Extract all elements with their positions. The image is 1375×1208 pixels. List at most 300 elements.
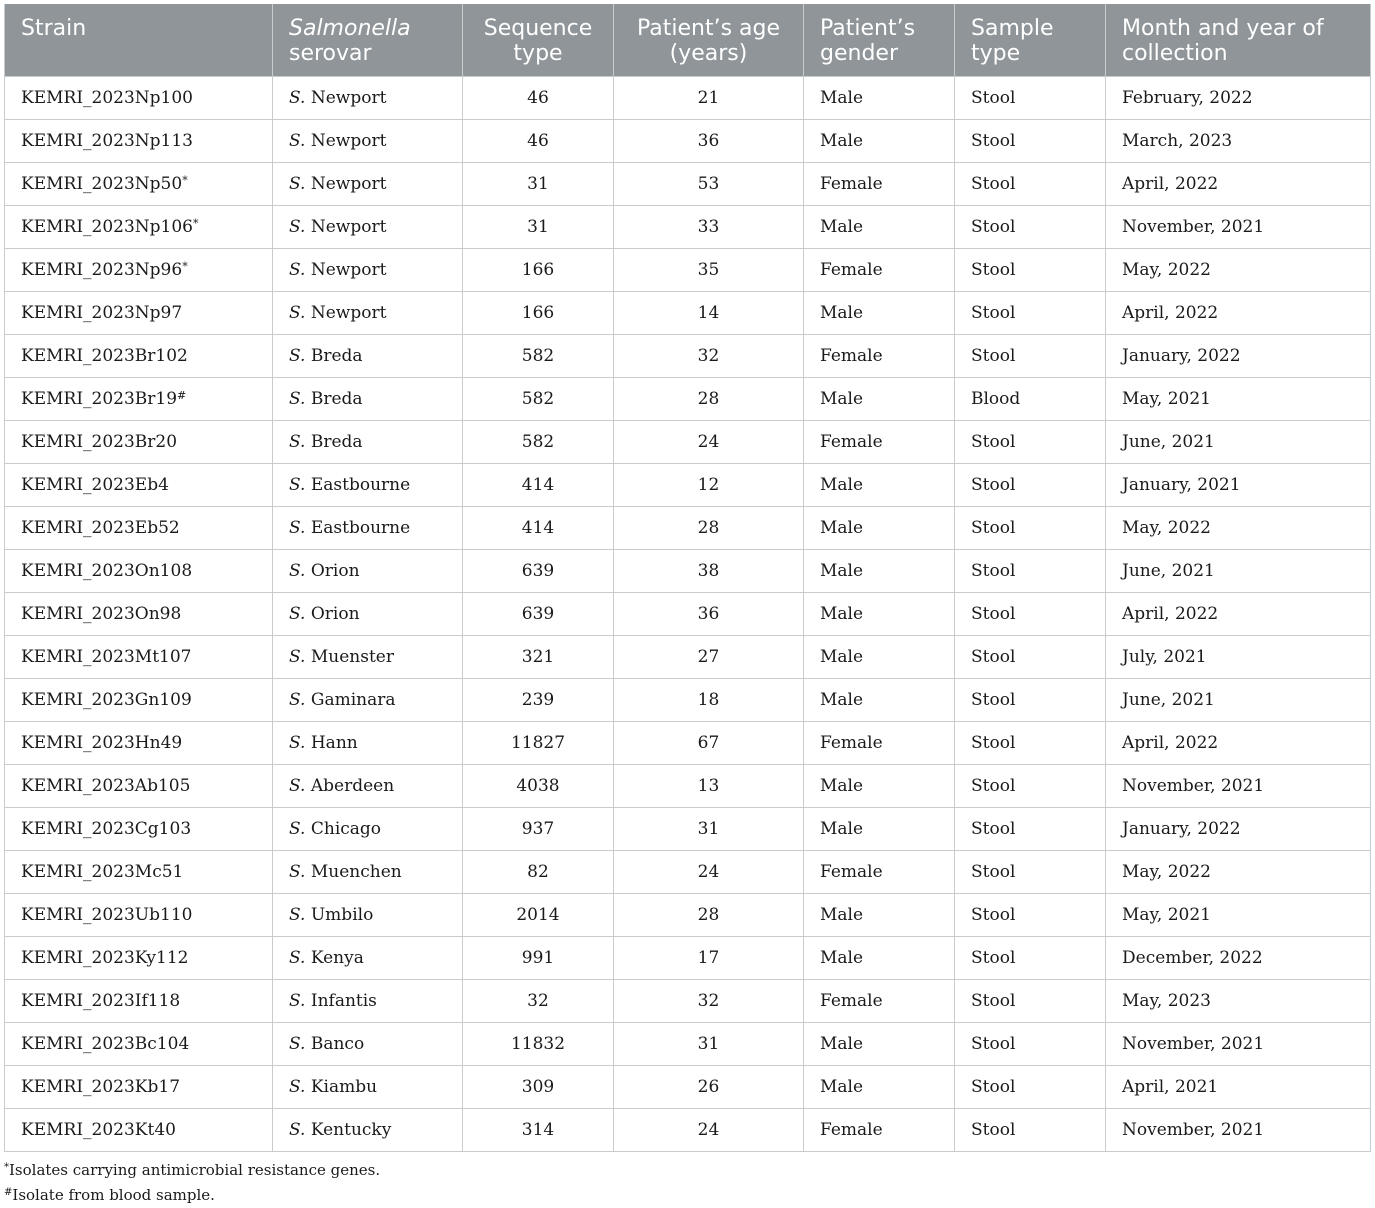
cell-patient-age: 24	[614, 1109, 804, 1152]
table-row	[5, 765, 1371, 808]
cell-patient-age: 31	[614, 1023, 804, 1066]
cell-patient-age: 27	[614, 636, 804, 679]
cell-strain	[5, 636, 273, 679]
cell-collection-date: January, 2022	[1106, 335, 1371, 378]
serovar-name: Breda	[310, 346, 363, 366]
cell-strain	[5, 722, 273, 765]
cell-sequence-type: 46	[463, 77, 614, 120]
cell-patient-gender: Male	[804, 1066, 955, 1109]
cell-sample-type: Stool	[955, 937, 1106, 980]
cell-patient-age: 67	[614, 722, 804, 765]
cell-patient-age: 14	[614, 292, 804, 335]
serovar-genus-abbrev: S.	[289, 862, 306, 882]
header-sequence-type: Sequence type	[463, 4, 614, 77]
strain-name: KEMRI_2023Eb52	[21, 518, 180, 538]
cell-patient-age: 28	[614, 507, 804, 550]
table-row	[5, 636, 1371, 679]
cell-sample-type: Stool	[955, 1109, 1106, 1152]
serovar-genus-abbrev: S.	[289, 819, 306, 839]
cell-strain	[5, 421, 273, 464]
cell-patient-gender: Male	[804, 765, 955, 808]
serovar-genus-abbrev: S.	[289, 604, 306, 624]
cell-sequence-type: 239	[463, 679, 614, 722]
cell-patient-gender: Female	[804, 980, 955, 1023]
cell-patient-gender: Male	[804, 679, 955, 722]
serovar-name: Eastbourne	[310, 518, 411, 538]
serovar-name: Muenster	[310, 647, 394, 667]
cell-serovar	[273, 679, 463, 722]
cell-sequence-type: 32	[463, 980, 614, 1023]
cell-collection-date: November, 2021	[1106, 765, 1371, 808]
cell-sample-type: Stool	[955, 507, 1106, 550]
cell-patient-gender: Female	[804, 163, 955, 206]
cell-patient-gender: Male	[804, 206, 955, 249]
cell-patient-age: 13	[614, 765, 804, 808]
cell-collection-date: April, 2022	[1106, 722, 1371, 765]
footnote-symbol: *	[4, 1162, 9, 1173]
cell-sample-type: Stool	[955, 894, 1106, 937]
cell-strain	[5, 378, 273, 421]
cell-sample-type: Stool	[955, 550, 1106, 593]
table-row	[5, 292, 1371, 335]
serovar-genus-abbrev: S.	[289, 1034, 306, 1054]
serovar-name: Infantis	[310, 991, 377, 1011]
cell-sequence-type: 582	[463, 421, 614, 464]
serovar-genus-abbrev: S.	[289, 346, 306, 366]
cell-patient-gender: Male	[804, 464, 955, 507]
cell-patient-age: 28	[614, 894, 804, 937]
cell-collection-date: May, 2023	[1106, 980, 1371, 1023]
cell-collection-date: May, 2021	[1106, 894, 1371, 937]
serovar-genus-abbrev: S.	[289, 432, 306, 452]
cell-sequence-type: 582	[463, 378, 614, 421]
strain-name: KEMRI_2023On98	[21, 604, 182, 624]
strain-name: KEMRI_2023Eb4	[21, 475, 169, 495]
table-row	[5, 593, 1371, 636]
cell-serovar	[273, 593, 463, 636]
header-serovar-genus: Salmonella	[289, 16, 411, 41]
cell-patient-gender: Male	[804, 593, 955, 636]
cell-strain	[5, 249, 273, 292]
header-row	[5, 4, 1371, 77]
table-row	[5, 1066, 1371, 1109]
strain-footnote-mark: *	[182, 260, 188, 273]
header-patient-gender: Patient’s gender	[804, 4, 955, 77]
strain-name: KEMRI_2023Ab105	[21, 776, 191, 796]
cell-sample-type: Stool	[955, 1066, 1106, 1109]
cell-patient-age: 53	[614, 163, 804, 206]
cell-sequence-type: 31	[463, 206, 614, 249]
cell-strain	[5, 120, 273, 163]
cell-strain	[5, 808, 273, 851]
header-serovar	[273, 4, 463, 77]
serovar-genus-abbrev: S.	[289, 174, 306, 194]
serovar-name: Gaminara	[310, 690, 396, 710]
cell-patient-gender: Female	[804, 335, 955, 378]
cell-sequence-type: 582	[463, 335, 614, 378]
cell-sample-type: Stool	[955, 980, 1106, 1023]
cell-strain	[5, 335, 273, 378]
strain-name: KEMRI_2023Kb17	[21, 1077, 181, 1097]
serovar-genus-abbrev: S.	[289, 905, 306, 925]
cell-collection-date: April, 2022	[1106, 163, 1371, 206]
cell-sample-type: Stool	[955, 421, 1106, 464]
cell-patient-age: 36	[614, 593, 804, 636]
serovar-genus-abbrev: S.	[289, 776, 306, 796]
strain-name: KEMRI_2023Np100	[21, 88, 194, 108]
serovar-name: Kenya	[310, 948, 364, 968]
cell-serovar	[273, 378, 463, 421]
cell-sample-type: Stool	[955, 851, 1106, 894]
serovar-genus-abbrev: S.	[289, 217, 306, 237]
cell-patient-age: 36	[614, 120, 804, 163]
strain-name: KEMRI_2023If118	[21, 991, 181, 1011]
cell-sample-type: Stool	[955, 464, 1106, 507]
cell-sample-type: Stool	[955, 808, 1106, 851]
cell-collection-date: June, 2021	[1106, 550, 1371, 593]
table-row	[5, 249, 1371, 292]
cell-sample-type: Stool	[955, 249, 1106, 292]
footnotes	[4, 1158, 380, 1208]
serovar-genus-abbrev: S.	[289, 1077, 306, 1097]
serovar-name: Newport	[310, 131, 387, 151]
strain-name: KEMRI_2023Np106	[21, 217, 194, 237]
cell-sequence-type: 166	[463, 249, 614, 292]
cell-collection-date: April, 2022	[1106, 593, 1371, 636]
cell-collection-date: April, 2022	[1106, 292, 1371, 335]
cell-serovar	[273, 636, 463, 679]
serovar-name: Newport	[310, 260, 387, 280]
strain-name: KEMRI_2023Np50	[21, 174, 183, 194]
cell-collection-date: May, 2022	[1106, 851, 1371, 894]
serovar-genus-abbrev: S.	[289, 948, 306, 968]
strain-name: KEMRI_2023Cg103	[21, 819, 192, 839]
cell-serovar	[273, 206, 463, 249]
serovar-genus-abbrev: S.	[289, 389, 306, 409]
serovar-name: Newport	[310, 303, 387, 323]
cell-patient-age: 24	[614, 851, 804, 894]
strain-name: KEMRI_2023Mt107	[21, 647, 192, 667]
cell-sequence-type: 46	[463, 120, 614, 163]
cell-collection-date: May, 2021	[1106, 378, 1371, 421]
cell-serovar	[273, 937, 463, 980]
table-row	[5, 808, 1371, 851]
strain-name: KEMRI_2023Bc104	[21, 1034, 190, 1054]
cell-serovar	[273, 550, 463, 593]
cell-strain	[5, 1023, 273, 1066]
cell-collection-date: January, 2022	[1106, 808, 1371, 851]
table-row	[5, 77, 1371, 120]
cell-strain	[5, 593, 273, 636]
cell-patient-age: 32	[614, 335, 804, 378]
table-row	[5, 1109, 1371, 1152]
cell-patient-gender: Male	[804, 894, 955, 937]
cell-serovar	[273, 894, 463, 937]
cell-patient-gender: Male	[804, 378, 955, 421]
strain-name: KEMRI_2023Kt40	[21, 1120, 176, 1140]
strain-footnote-mark: #	[177, 389, 187, 402]
strain-footnote-mark: *	[182, 174, 188, 187]
table-row	[5, 464, 1371, 507]
header-patient-age: Patient’s age (years)	[614, 4, 804, 77]
cell-collection-date: July, 2021	[1106, 636, 1371, 679]
cell-patient-age: 18	[614, 679, 804, 722]
serovar-name: Banco	[310, 1034, 365, 1054]
cell-serovar	[273, 1066, 463, 1109]
cell-sequence-type: 414	[463, 464, 614, 507]
serovar-name: Newport	[310, 174, 387, 194]
table-row	[5, 421, 1371, 464]
strain-name: KEMRI_2023Br19	[21, 389, 178, 409]
cell-collection-date: February, 2022	[1106, 77, 1371, 120]
cell-sample-type: Stool	[955, 636, 1106, 679]
footnote-resistance	[4, 1158, 380, 1183]
footnote-text: Isolate from blood sample.	[12, 1186, 215, 1204]
cell-sequence-type: 314	[463, 1109, 614, 1152]
isolates-table	[4, 4, 1371, 1152]
cell-collection-date: May, 2022	[1106, 507, 1371, 550]
cell-sample-type: Stool	[955, 206, 1106, 249]
table-row	[5, 937, 1371, 980]
serovar-genus-abbrev: S.	[289, 88, 306, 108]
cell-strain	[5, 894, 273, 937]
serovar-name: Aberdeen	[310, 776, 395, 796]
table-row	[5, 163, 1371, 206]
table-row	[5, 507, 1371, 550]
cell-collection-date: May, 2022	[1106, 249, 1371, 292]
cell-serovar	[273, 421, 463, 464]
serovar-genus-abbrev: S.	[289, 690, 306, 710]
strain-name: KEMRI_2023Np113	[21, 131, 194, 151]
cell-serovar	[273, 335, 463, 378]
cell-serovar	[273, 77, 463, 120]
cell-patient-gender: Female	[804, 851, 955, 894]
cell-serovar	[273, 120, 463, 163]
cell-strain	[5, 77, 273, 120]
serovar-name: Muenchen	[310, 862, 402, 882]
strain-name: KEMRI_2023Br102	[21, 346, 188, 366]
serovar-genus-abbrev: S.	[289, 647, 306, 667]
cell-sequence-type: 2014	[463, 894, 614, 937]
cell-serovar	[273, 464, 463, 507]
cell-patient-gender: Male	[804, 292, 955, 335]
serovar-name: Breda	[310, 432, 363, 452]
cell-sample-type: Stool	[955, 1023, 1106, 1066]
cell-sample-type: Stool	[955, 765, 1106, 808]
cell-patient-age: 26	[614, 1066, 804, 1109]
serovar-name: Chicago	[310, 819, 382, 839]
table-row	[5, 679, 1371, 722]
cell-sequence-type: 82	[463, 851, 614, 894]
serovar-genus-abbrev: S.	[289, 561, 306, 581]
cell-patient-age: 32	[614, 980, 804, 1023]
cell-strain	[5, 507, 273, 550]
cell-collection-date: November, 2021	[1106, 1023, 1371, 1066]
header-sample-type: Sample type	[955, 4, 1106, 77]
cell-patient-age: 35	[614, 249, 804, 292]
cell-sample-type: Stool	[955, 679, 1106, 722]
cell-patient-gender: Female	[804, 1109, 955, 1152]
table-row	[5, 206, 1371, 249]
table-row	[5, 335, 1371, 378]
header-serovar-label: serovar	[289, 41, 372, 66]
table-row	[5, 120, 1371, 163]
cell-strain	[5, 292, 273, 335]
cell-patient-gender: Female	[804, 249, 955, 292]
cell-patient-gender: Male	[804, 937, 955, 980]
table-header	[5, 4, 1371, 77]
cell-serovar	[273, 722, 463, 765]
cell-sample-type: Stool	[955, 77, 1106, 120]
cell-strain	[5, 464, 273, 507]
cell-strain	[5, 1066, 273, 1109]
cell-patient-age: 21	[614, 77, 804, 120]
cell-serovar	[273, 808, 463, 851]
cell-patient-gender: Female	[804, 722, 955, 765]
serovar-name: Newport	[310, 88, 387, 108]
cell-serovar	[273, 765, 463, 808]
strain-name: KEMRI_2023Gn109	[21, 690, 192, 710]
cell-collection-date: June, 2021	[1106, 421, 1371, 464]
cell-sample-type: Stool	[955, 722, 1106, 765]
cell-serovar	[273, 851, 463, 894]
serovar-genus-abbrev: S.	[289, 260, 306, 280]
cell-serovar	[273, 249, 463, 292]
cell-patient-gender: Male	[804, 507, 955, 550]
footnote-text: Isolates carrying antimicrobial resistance genes.	[9, 1161, 381, 1179]
cell-sample-type: Blood	[955, 378, 1106, 421]
cell-patient-gender: Male	[804, 808, 955, 851]
cell-sample-type: Stool	[955, 335, 1106, 378]
table-row	[5, 980, 1371, 1023]
serovar-name: Orion	[310, 604, 360, 624]
serovar-genus-abbrev: S.	[289, 518, 306, 538]
cell-patient-gender: Female	[804, 421, 955, 464]
serovar-genus-abbrev: S.	[289, 991, 306, 1011]
table-row	[5, 378, 1371, 421]
table-row	[5, 722, 1371, 765]
cell-serovar	[273, 1023, 463, 1066]
strain-name: KEMRI_2023Np96	[21, 260, 183, 280]
strain-name: KEMRI_2023Ky112	[21, 948, 189, 968]
cell-strain	[5, 163, 273, 206]
cell-collection-date: December, 2022	[1106, 937, 1371, 980]
strain-name: KEMRI_2023Hn49	[21, 733, 183, 753]
cell-strain	[5, 206, 273, 249]
serovar-name: Orion	[310, 561, 360, 581]
cell-patient-age: 17	[614, 937, 804, 980]
cell-sequence-type: 11827	[463, 722, 614, 765]
cell-serovar	[273, 1109, 463, 1152]
cell-collection-date: March, 2023	[1106, 120, 1371, 163]
strain-name: KEMRI_2023On108	[21, 561, 193, 581]
cell-sequence-type: 4038	[463, 765, 614, 808]
strain-name: KEMRI_2023Ub110	[21, 905, 193, 925]
serovar-genus-abbrev: S.	[289, 303, 306, 323]
cell-strain	[5, 851, 273, 894]
serovar-genus-abbrev: S.	[289, 475, 306, 495]
serovar-genus-abbrev: S.	[289, 131, 306, 151]
cell-sequence-type: 166	[463, 292, 614, 335]
cell-patient-age: 28	[614, 378, 804, 421]
cell-collection-date: January, 2021	[1106, 464, 1371, 507]
cell-collection-date: June, 2021	[1106, 679, 1371, 722]
cell-serovar	[273, 980, 463, 1023]
cell-patient-gender: Male	[804, 77, 955, 120]
serovar-name: Eastbourne	[310, 475, 411, 495]
cell-serovar	[273, 163, 463, 206]
cell-patient-age: 31	[614, 808, 804, 851]
cell-patient-age: 12	[614, 464, 804, 507]
cell-strain	[5, 679, 273, 722]
cell-patient-age: 24	[614, 421, 804, 464]
table-container	[4, 4, 1370, 1152]
strain-footnote-mark: *	[193, 217, 199, 230]
cell-sequence-type: 937	[463, 808, 614, 851]
cell-patient-gender: Male	[804, 550, 955, 593]
strain-name: KEMRI_2023Br20	[21, 432, 178, 452]
cell-serovar	[273, 292, 463, 335]
cell-sequence-type: 309	[463, 1066, 614, 1109]
cell-patient-gender: Male	[804, 1023, 955, 1066]
cell-patient-age: 33	[614, 206, 804, 249]
cell-sequence-type: 414	[463, 507, 614, 550]
cell-patient-gender: Male	[804, 120, 955, 163]
table-row	[5, 894, 1371, 937]
cell-collection-date: November, 2021	[1106, 206, 1371, 249]
cell-sequence-type: 11832	[463, 1023, 614, 1066]
serovar-name: Kiambu	[310, 1077, 378, 1097]
cell-sample-type: Stool	[955, 292, 1106, 335]
serovar-name: Breda	[310, 389, 363, 409]
cell-serovar	[273, 507, 463, 550]
cell-sequence-type: 321	[463, 636, 614, 679]
cell-sequence-type: 991	[463, 937, 614, 980]
header-strain: Strain	[5, 4, 273, 77]
cell-strain	[5, 937, 273, 980]
table-row	[5, 851, 1371, 894]
cell-strain	[5, 980, 273, 1023]
serovar-name: Newport	[310, 217, 387, 237]
cell-patient-age: 38	[614, 550, 804, 593]
cell-collection-date: November, 2021	[1106, 1109, 1371, 1152]
serovar-name: Kentucky	[310, 1120, 392, 1140]
serovar-name: Umbilo	[310, 905, 374, 925]
header-collection-date: Month and year of collection	[1106, 4, 1371, 77]
serovar-genus-abbrev: S.	[289, 1120, 306, 1140]
table-body	[5, 77, 1371, 1152]
cell-strain	[5, 550, 273, 593]
serovar-name: Hann	[310, 733, 358, 753]
cell-strain	[5, 765, 273, 808]
footnote-symbol: #	[4, 1187, 13, 1198]
cell-sample-type: Stool	[955, 120, 1106, 163]
cell-collection-date: April, 2021	[1106, 1066, 1371, 1109]
cell-sequence-type: 31	[463, 163, 614, 206]
cell-patient-gender: Male	[804, 636, 955, 679]
cell-sequence-type: 639	[463, 593, 614, 636]
strain-name: KEMRI_2023Mc51	[21, 862, 184, 882]
cell-sequence-type: 639	[463, 550, 614, 593]
table-row	[5, 1023, 1371, 1066]
cell-sample-type: Stool	[955, 163, 1106, 206]
strain-name: KEMRI_2023Np97	[21, 303, 183, 323]
serovar-genus-abbrev: S.	[289, 733, 306, 753]
footnote-blood	[4, 1183, 380, 1208]
table-row	[5, 550, 1371, 593]
cell-sample-type: Stool	[955, 593, 1106, 636]
cell-strain	[5, 1109, 273, 1152]
